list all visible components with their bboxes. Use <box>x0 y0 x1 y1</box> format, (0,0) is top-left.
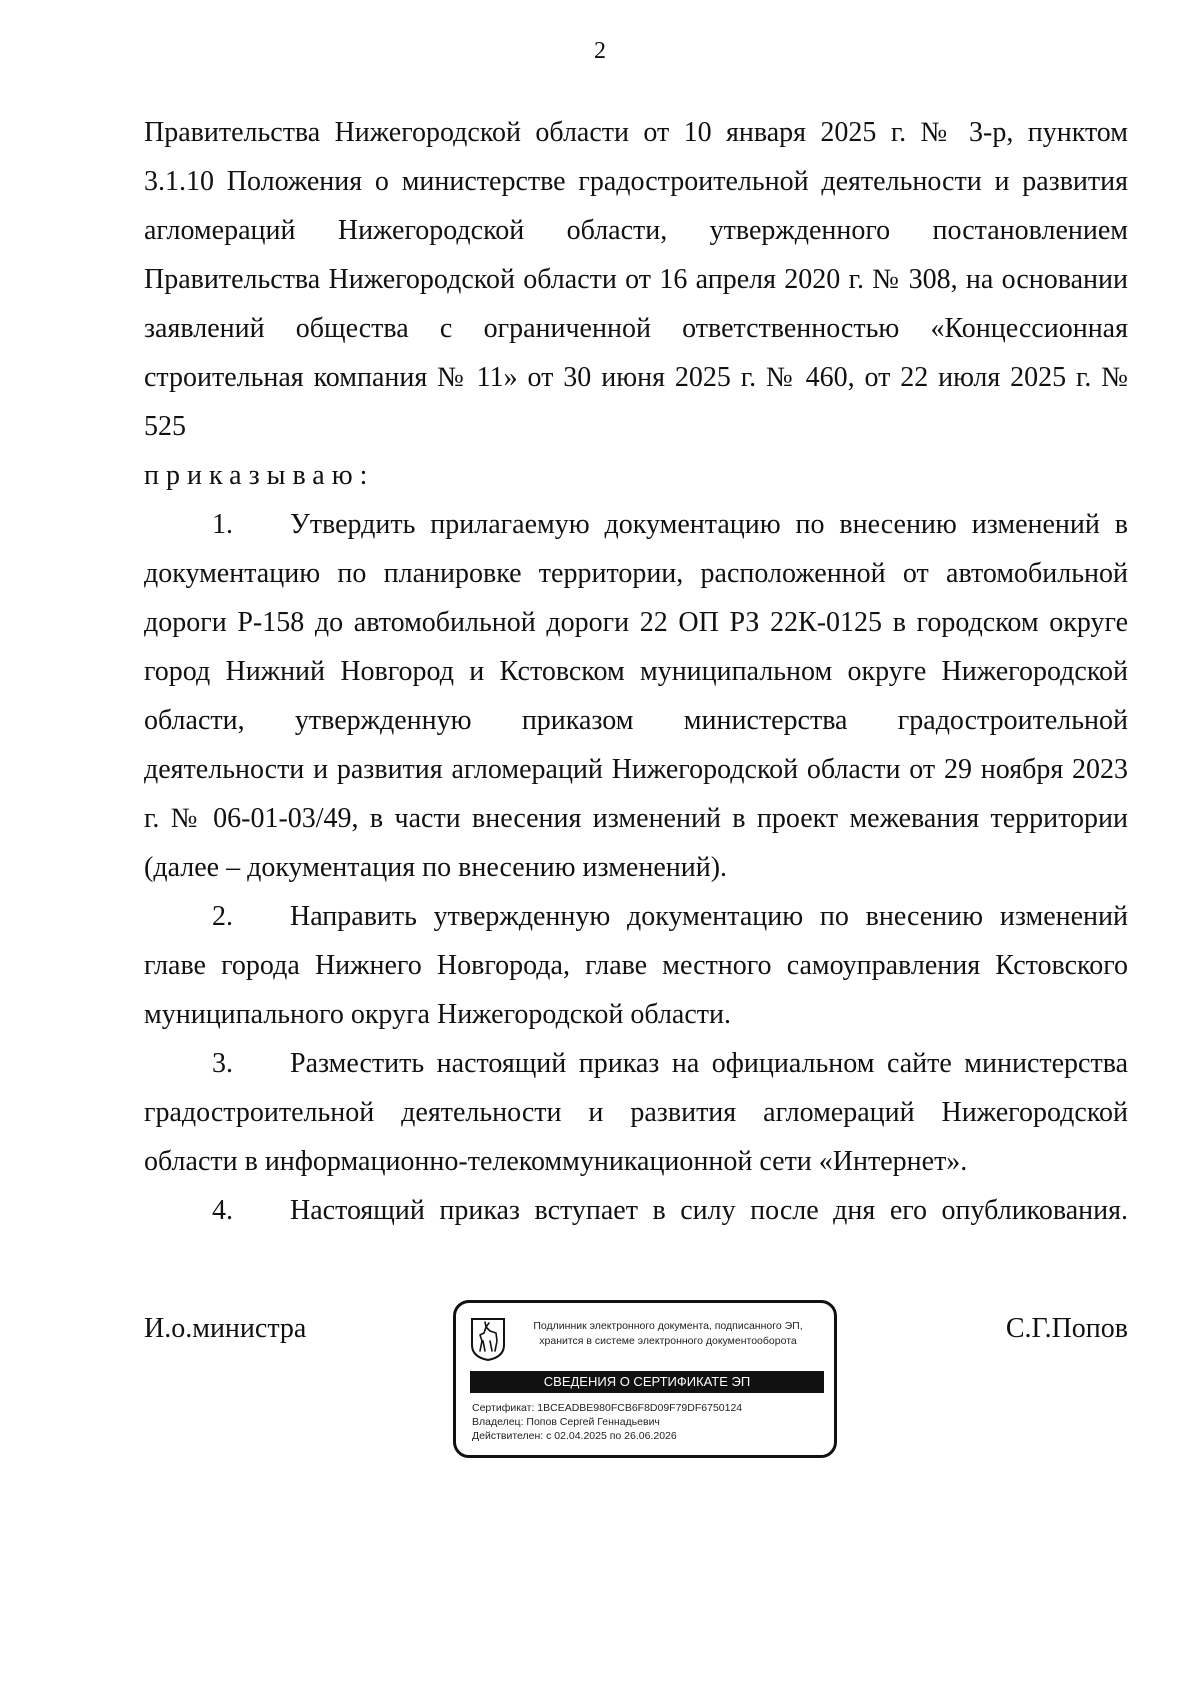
intro-line: заявлений общества с ограниченной ответственностью «Концессионная <box>144 313 1128 344</box>
intro-paragraph <box>144 108 1128 451</box>
item-line: области в информационно-телекоммуникационной сети «Интернет». <box>144 1146 968 1177</box>
intro-line: 525 <box>144 411 186 442</box>
item-line: деятельности и развития агломераций Нижегородской области от 29 ноября 2023 <box>144 754 1128 785</box>
intro-line: Правительства Нижегородской области от 16 апреля 2020 г. № 308, на основании <box>144 264 1128 295</box>
item-line <box>144 1186 1128 1235</box>
item-line: город Нижний Новгород и Кстовском муниципальном округе Нижегородской <box>144 656 1128 687</box>
item-line: г. № 06-01-03/49, в части внесения изменений в проект межевания территории <box>144 803 1128 834</box>
intro-line: 3.1.10 Положения о министерстве градостроительной деятельности и развития <box>144 166 1128 197</box>
page-number: 2 <box>594 38 606 64</box>
item-line <box>144 1039 1128 1088</box>
stamp-note-line: хранится в системе электронного документооборота <box>539 1335 797 1347</box>
item-1 <box>144 500 1128 892</box>
e-signature-stamp <box>453 1300 837 1458</box>
item-text: Разместить настоящий приказ на официальном сайте министерства <box>290 1048 1128 1079</box>
certificate-info <box>472 1401 742 1443</box>
item-line: муниципального округа Нижегородской области. <box>144 999 732 1030</box>
order-word: приказываю: <box>144 460 375 491</box>
item-text: Настоящий приказ вступает в силу после дня его опубликования. <box>290 1195 1128 1226</box>
stamp-note-line: Подлинник электронного документа, подписанного ЭП, <box>533 1320 803 1332</box>
item-text: Утвердить прилагаемую документацию по внесению изменений в <box>290 509 1128 540</box>
item-line <box>144 500 1128 549</box>
item-line: градостроительной деятельности и развития агломераций Нижегородской <box>144 1097 1128 1128</box>
item-line: области, утвержденную приказом министерства градостроительной <box>144 705 1128 736</box>
item-2 <box>144 892 1128 1039</box>
item-number: 4. <box>212 1195 233 1226</box>
item-line: дороги Р-158 до автомобильной дороги 22 ОП РЗ 22К-0125 в городском округе <box>144 607 1128 638</box>
item-number: 1. <box>212 509 233 540</box>
item-4 <box>144 1186 1128 1235</box>
item-line <box>144 892 1128 941</box>
item-text: Направить утвержденную документацию по внесению изменений <box>290 901 1128 932</box>
signer-position: И.о.министра <box>144 1313 307 1344</box>
item-number: 3. <box>212 1048 233 1079</box>
certificate-number: Сертификат: 1BCEADBE980FCB6F8D09F79DF6750124 <box>472 1402 743 1414</box>
certificate-validity: Действителен: с 02.04.2025 по 26.06.2026 <box>472 1430 677 1442</box>
intro-line: Правительства Нижегородской области от 10 января 2025 г. № 3-р, пунктом <box>144 117 1128 148</box>
stamp-header: СВЕДЕНИЯ О СЕРТИФИКАТЕ ЭП <box>470 1371 824 1393</box>
item-line: главе города Нижнего Новгорода, главе местного самоуправления Кстовского <box>144 950 1128 981</box>
item-line: документацию по планировке территории, расположенной от автомобильной <box>144 558 1128 589</box>
item-number: 2. <box>212 901 233 932</box>
item-3 <box>144 1039 1128 1186</box>
signer-name: С.Г.Попов <box>1005 1313 1128 1344</box>
stamp-note <box>518 1319 818 1349</box>
coat-of-arms-icon <box>470 1317 506 1361</box>
document-body <box>144 108 1128 1235</box>
certificate-owner: Владелец: Попов Сергей Геннадьевич <box>472 1416 660 1428</box>
item-line: (далее – документация по внесению изменений). <box>144 852 728 883</box>
intro-line: строительная компания № 11» от 30 июня 2025 г. № 460, от 22 июля 2025 г. № <box>144 362 1128 393</box>
intro-line: агломераций Нижегородской области, утвержденного постановлением <box>144 215 1128 246</box>
